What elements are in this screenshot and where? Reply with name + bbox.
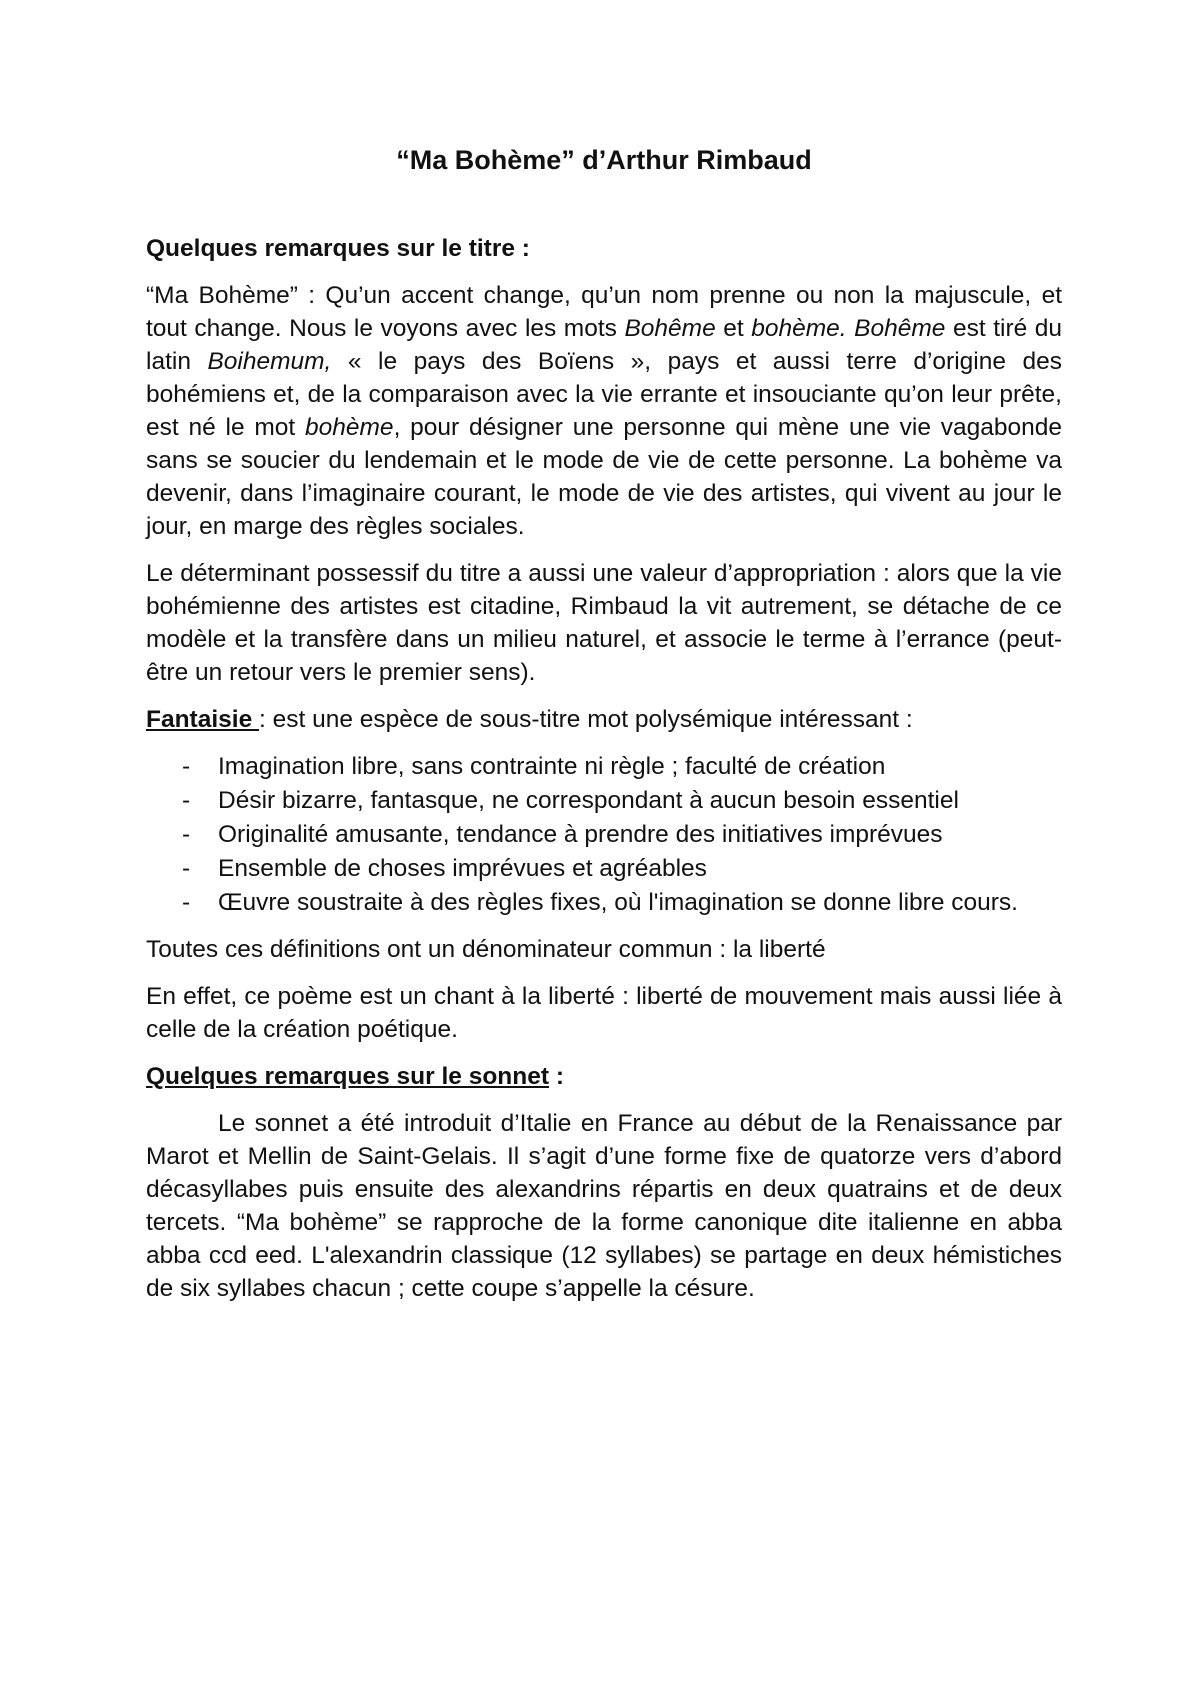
text-run: « le pays des Boïens », pays et aussi terre d’origine des bohémiens et, de la comparaison avec la vie errante et insouciante qu’on leur prête, est né le mot [146, 348, 1062, 441]
text-run: est tiré du latin [146, 315, 1063, 375]
italic-word: Bohême [854, 315, 946, 342]
list-dash: - [182, 855, 191, 882]
paragraph-boheme-origin [146, 279, 1062, 543]
sonnet-heading-text: Quelques remarques sur le sonnet [146, 1063, 550, 1090]
italic-word: bohème [305, 414, 394, 441]
paragraph-fantaisie [146, 703, 1062, 736]
list-item-text: Originalité amusante, tendance à prendre des initiatives imprévues [218, 821, 943, 848]
list-dash: - [182, 889, 191, 916]
italic-word: Boihemum, [207, 348, 332, 375]
fantaisie-label: Fantaisie [146, 706, 260, 733]
italic-word: Bohême [624, 315, 716, 342]
sonnet-heading-suffix: : [549, 1063, 564, 1090]
text-run: et [715, 315, 752, 342]
list-dash: - [182, 753, 191, 780]
paragraph-sonnet: Le sonnet a été introduit d’Italie en France au début de la Renaissance par Marot et Mellin de Saint-Gelais. Il s’agit d’une forme fixe de quatorze vers d’abord décasyllabes puis ensuite des alexandrins répartis en deux quatrains et de deux tercets. “Ma bohème” se rapproche de la forme canonique dite italienne en abba abba ccd eed. L'alexandrin classique (12 syllabes) se partage en deux hémistiches de six syllabes chacun ; cette coupe s’appelle la césure. [146, 1110, 1062, 1302]
list-item [146, 818, 1062, 851]
italic-word: bohème. [751, 315, 847, 342]
section-heading-sonnet [146, 1060, 1062, 1093]
list-item-text: Œuvre soustraite à des règles fixes, où l'imagination se donne libre cours. [218, 889, 1018, 916]
list-item-text: Imagination libre, sans contrainte ni règle ; faculté de création [218, 753, 886, 780]
document-content [146, 142, 1062, 1305]
document-title: “Ma Bohème” d’Arthur Rimbaud [396, 145, 812, 175]
list-dash: - [182, 821, 191, 848]
definitions-list [146, 750, 1062, 919]
fantaisie-description: : est une espèce de sous-titre mot polysémique intéressant : [259, 706, 913, 733]
paragraph-chant-liberte: En effet, ce poème est un chant à la liberté : liberté de mouvement mais aussi liée à celle de la création poétique. [146, 983, 1062, 1043]
paragraph-liberte: Toutes ces définitions ont un dénominateur commun : la liberté [146, 936, 826, 963]
list-item-text: Ensemble de choses imprévues et agréables [218, 855, 707, 882]
list-item [146, 784, 1062, 817]
section-heading-titre: Quelques remarques sur le titre : [146, 235, 530, 262]
list-item-text: Désir bizarre, fantasque, ne correspondant à aucun besoin essentiel [218, 787, 959, 814]
list-dash: - [182, 787, 191, 814]
text-run: , pour désigner une personne qui mène une vie vagabonde sans se soucier du lendemain et le mode de vie de cette personne. La bohème va devenir, dans l’imaginaire courant, le mode de vie des artistes, qui vivent au jour le jour, en marge des règles sociales. [146, 414, 1062, 540]
list-item [146, 886, 1062, 919]
list-item [146, 750, 1062, 783]
text-run: “Ma Bohème” : Qu’un accent change, qu’un nom prenne ou non la majuscule, et tout change. Nous le voyons avec les mots [146, 282, 1062, 342]
paragraph-determinant: Le déterminant possessif du titre a aussi une valeur d’appropriation : alors que la vie bohémienne des artistes est citadine, Rimbaud la vit autrement, se détache de ce modèle et la transfère dans un milieu naturel, et associe le terme à l’errance (peut-être un retour vers le premier sens). [146, 560, 1062, 686]
list-item [146, 852, 1062, 885]
